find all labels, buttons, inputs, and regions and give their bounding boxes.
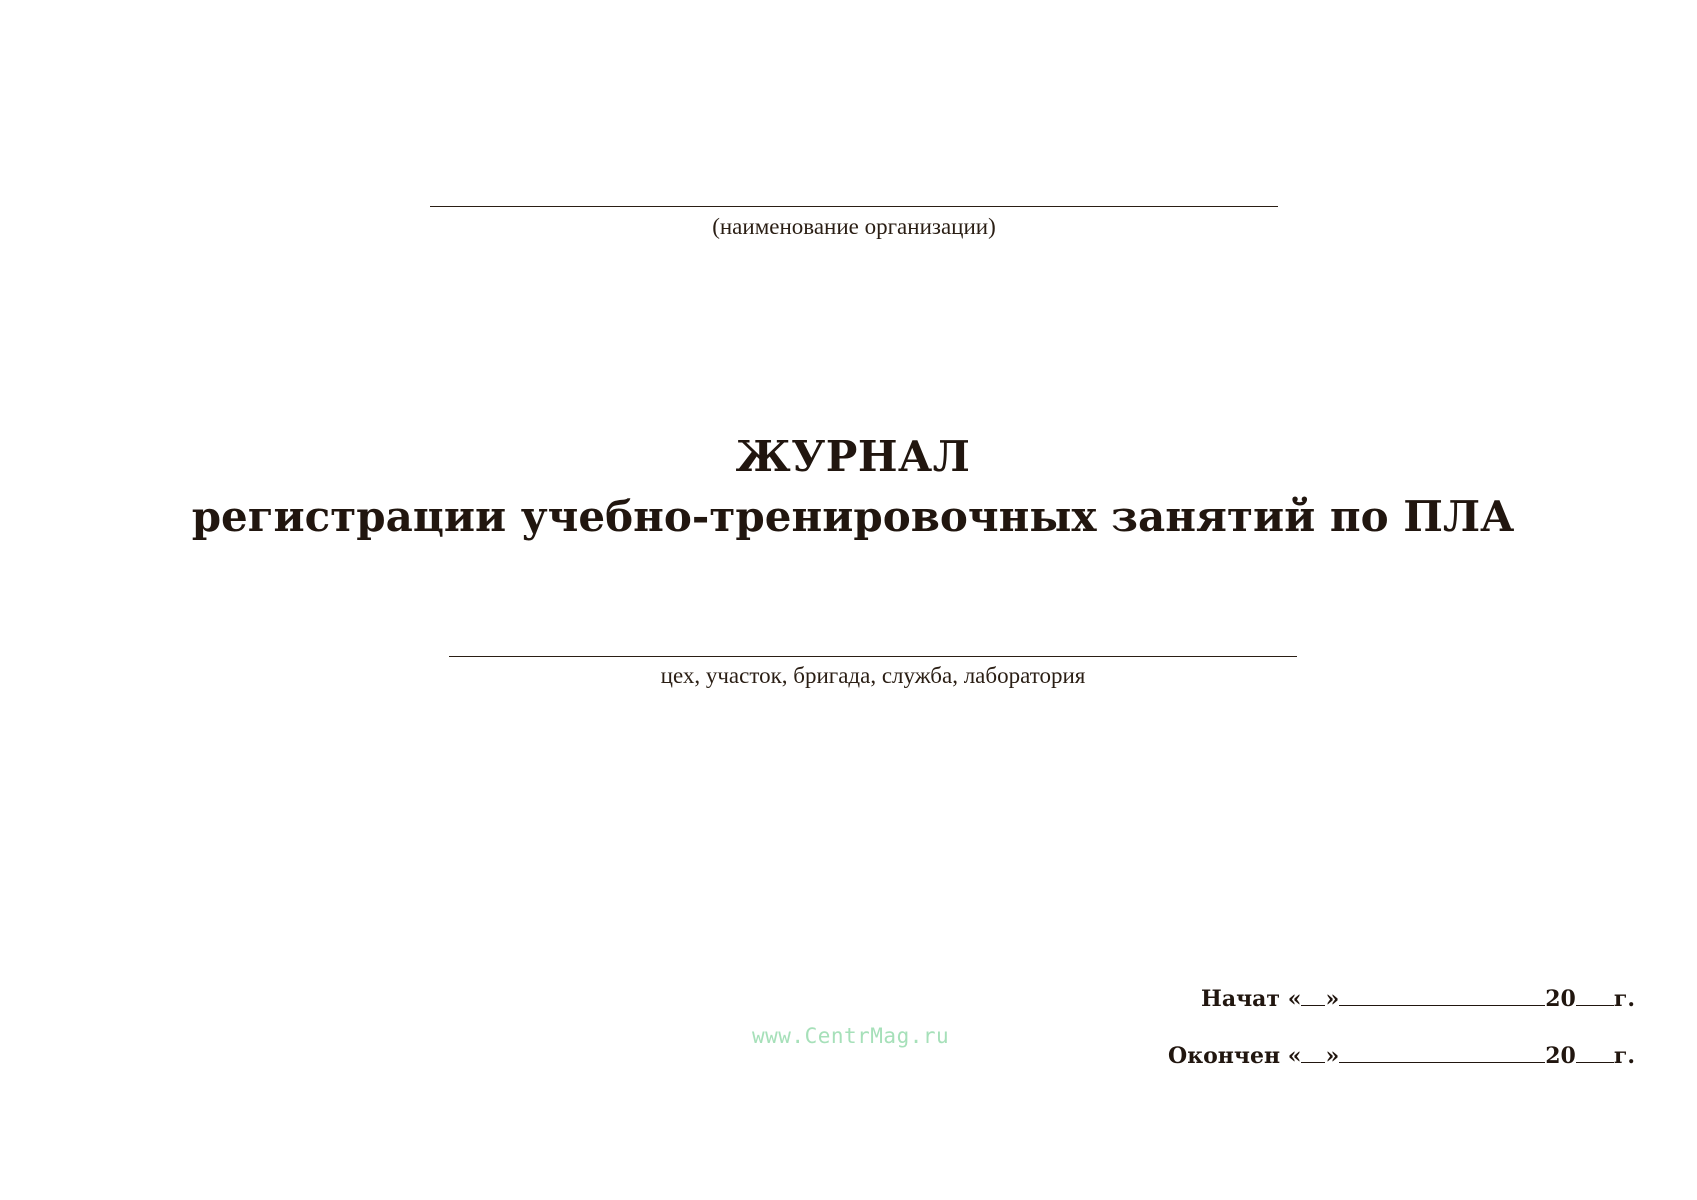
end-quote-close: »: [1325, 1043, 1340, 1069]
end-century: 20: [1545, 1043, 1576, 1069]
start-day-blank: [1301, 987, 1325, 1006]
journal-subtitle: регистрации учебно-тренировочных занятий по ПЛА: [191, 492, 1515, 541]
organization-name-caption: (наименование организации): [712, 214, 996, 239]
watermark: www.CentrMag.ru: [752, 1024, 950, 1048]
end-month-blank: [1339, 1044, 1545, 1063]
end-year-suffix: г.: [1613, 1043, 1635, 1069]
end-date-row: [1168, 1043, 1635, 1069]
end-year-blank: [1576, 1044, 1614, 1063]
unit-name-caption: цех, участок, бригада, служба, лаборатория: [660, 663, 1086, 688]
start-month-blank: [1339, 987, 1545, 1006]
start-century: 20: [1545, 986, 1576, 1012]
end-day-blank: [1301, 1044, 1325, 1063]
start-year-blank: [1576, 987, 1614, 1006]
organization-name-line: [430, 206, 1278, 207]
start-quote-close: »: [1325, 986, 1340, 1012]
start-quote-open: «: [1287, 986, 1302, 1012]
end-date-label: Окончен: [1168, 1043, 1281, 1069]
journal-title: ЖУРНАЛ: [735, 432, 971, 481]
start-date-label: Начат: [1201, 986, 1281, 1012]
start-year-suffix: г.: [1613, 986, 1635, 1012]
start-date-row: [1201, 986, 1635, 1012]
unit-name-line: [449, 656, 1297, 657]
end-quote-open: «: [1287, 1043, 1302, 1069]
